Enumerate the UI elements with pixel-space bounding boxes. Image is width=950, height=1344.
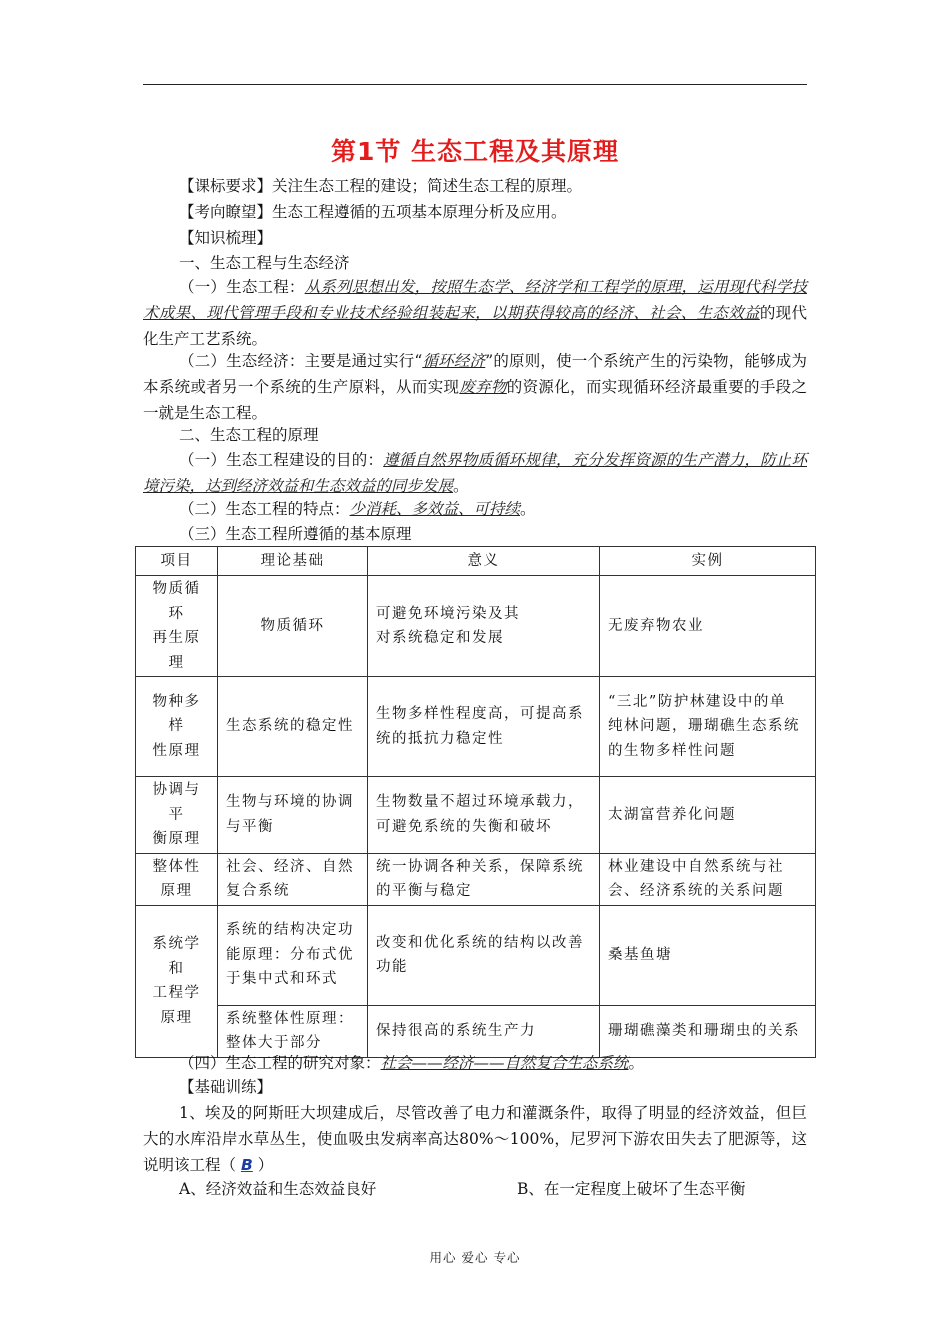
table-row xyxy=(136,677,816,777)
q1-text: 1、埃及的阿斯旺大坝建成后，尽管改善了电力和灌溉条件，取得了明显的经济效益，但巨大的水库沿岸水草丛生，使血吸虫发病率高达80%～100%，尼罗河下游农田失去了肥源等，这说明该工程（ xyxy=(143,1104,807,1174)
header-example: 实例 xyxy=(600,547,816,576)
header-item: 项目 xyxy=(136,547,218,576)
header-meaning: 意义 xyxy=(368,547,600,576)
principle-basis: 生态系统的稳定性 xyxy=(218,677,368,777)
principle-example: 珊瑚礁藻类和珊瑚虫的关系 xyxy=(600,1005,816,1057)
s2p1-tail: 。 xyxy=(453,477,469,495)
principle-meaning: 改变和优化系统的结构以改善 功能 xyxy=(368,905,600,1005)
principle-name: 物种多 样 性原理 xyxy=(136,677,218,777)
table-row xyxy=(136,576,816,677)
kaoxiang-text: 生态工程遵循的五项基本原理分析及应用。 xyxy=(272,203,567,221)
principle-basis: 社会、经济、自然复合系统 xyxy=(218,853,368,905)
table-row xyxy=(136,853,816,905)
s2p1-lead: （一）生态工程建设的目的： xyxy=(179,451,384,469)
section4-line xyxy=(179,1051,644,1075)
section2-heading: 二、生态工程的原理 xyxy=(179,426,319,444)
page-footer: 用心 爱心 专心 xyxy=(429,1250,521,1265)
principle-basis: 生物与环境的协调 与平衡 xyxy=(218,777,368,854)
s1p1-underline: 从系列思想出发，按照生态学、经济学和工程学的原理，运用现代科学技术成果、现代管理手段和专业技术经验组装起来，以期获得较高的经济、社会、生态效益 xyxy=(143,278,807,322)
s4-underline: 社会——经济——自然复合生态系统 xyxy=(380,1054,629,1072)
option-b: B、在一定程度上破坏了生态平衡 xyxy=(517,1180,746,1198)
principle-basis: 系统的结构决定功 能原理：分布式优于集中式和环式 xyxy=(218,905,368,1005)
principle-example: 太湖富营养化问题 xyxy=(600,777,816,854)
principle-example: 无废弃物农业 xyxy=(600,576,816,677)
s2p2-underline: 少消耗、多效益、可持续 xyxy=(349,500,521,518)
header-basis: 理论基础 xyxy=(218,547,368,576)
principle-example: “三北”防护林建设中的单 纯林问题，珊瑚礁生态系统的生物多样性问题 xyxy=(600,677,816,777)
principle-basis: 系统整体性原理：整体大于部分 xyxy=(218,1005,368,1057)
page-title: 第1节 生态工程及其原理 xyxy=(330,137,620,166)
principle-example: 桑基鱼塘 xyxy=(600,905,816,1005)
table-row xyxy=(136,777,816,854)
principles-table xyxy=(135,546,816,1058)
table-row xyxy=(136,1005,816,1057)
s4-lead: （四）生态工程的研究对象： xyxy=(179,1054,381,1072)
s4-tail: 。 xyxy=(628,1054,645,1072)
principle-name: 物质循 环 再生原 理 xyxy=(136,576,218,677)
s1p1-lead: （一）生态工程： xyxy=(179,278,305,296)
s1p2-lead: （二）生态经济：主要是通过实行“ xyxy=(179,352,423,370)
principle-name: 协调与 平 衡原理 xyxy=(136,777,218,854)
s1p2-underline-1: 循环经济 xyxy=(422,352,486,370)
principle-example: 林业建设中自然系统与社会、经济系统的关系问题 xyxy=(600,853,816,905)
table-header-row xyxy=(136,547,816,576)
q1-answer: B xyxy=(240,1156,253,1174)
zhishi-tag: 【知识梳理】 xyxy=(179,229,273,247)
training-tag: 【基础训练】 xyxy=(179,1078,273,1096)
s2p2-lead: （二）生态工程的特点： xyxy=(179,500,350,518)
kaoxiang-line xyxy=(179,200,567,224)
s1p2-mid: ”的原则，使一个系统产生的污染物，能够成为本系统或者另一个系统的生产原料，从而实现 xyxy=(143,352,807,396)
principle-meaning: 生物数量不超过环境承载力，可避免系统的失衡和破坏 xyxy=(368,777,600,854)
kaoxiang-tag: 【考向瞭望】 xyxy=(179,203,273,221)
principle-name: 系统学 和 工程学 原理 xyxy=(136,905,218,1057)
section2-paragraph-2 xyxy=(179,497,536,521)
kebiao-tag: 【课标要求】 xyxy=(179,177,273,195)
s1p1-tail: 的现代化生产工艺系统。 xyxy=(143,304,807,348)
s1p2-underline-2: 废弃物 xyxy=(459,378,507,396)
principle-meaning: 生物多样性程度高，可提高系统的抵抗力稳定性 xyxy=(368,677,600,777)
option-a: A、经济效益和生态效益良好 xyxy=(179,1180,377,1198)
kebiao-text: 关注生态工程的建设；简述生态工程的原理。 xyxy=(272,177,583,195)
s2p2-tail: 。 xyxy=(520,500,536,518)
kebiao-line xyxy=(179,174,582,198)
section2-paragraph-3: （三）生态工程所遵循的基本原理 xyxy=(179,525,412,543)
principle-basis: 物质循环 xyxy=(218,576,368,677)
q1-close: ） xyxy=(257,1156,274,1174)
table-row xyxy=(136,905,816,1005)
principle-meaning: 可避免环境污染及其 对系统稳定和发展 xyxy=(368,576,600,677)
section2-paragraph-1 xyxy=(143,447,807,499)
section1-paragraph-2 xyxy=(143,348,807,426)
section1-paragraph-1 xyxy=(143,274,807,352)
principle-meaning: 保持很高的系统生产力 xyxy=(368,1005,600,1057)
s2p1-underline: 遵循自然界物质循环规律，充分发挥资源的生产潜力，防止环境污染，达到经济效益和生态效益的同步发展 xyxy=(143,451,807,495)
question-1 xyxy=(143,1100,807,1178)
principle-name: 整体性 原理 xyxy=(136,853,218,905)
section1-heading: 一、生态工程与生态经济 xyxy=(179,254,350,272)
principle-meaning: 统一协调各种关系，保障系统的平衡与稳定 xyxy=(368,853,600,905)
header-rule xyxy=(143,84,807,85)
s1p2-tail: 的资源化，而实现循环经济最重要的手段之一就是生态工程。 xyxy=(143,378,807,422)
